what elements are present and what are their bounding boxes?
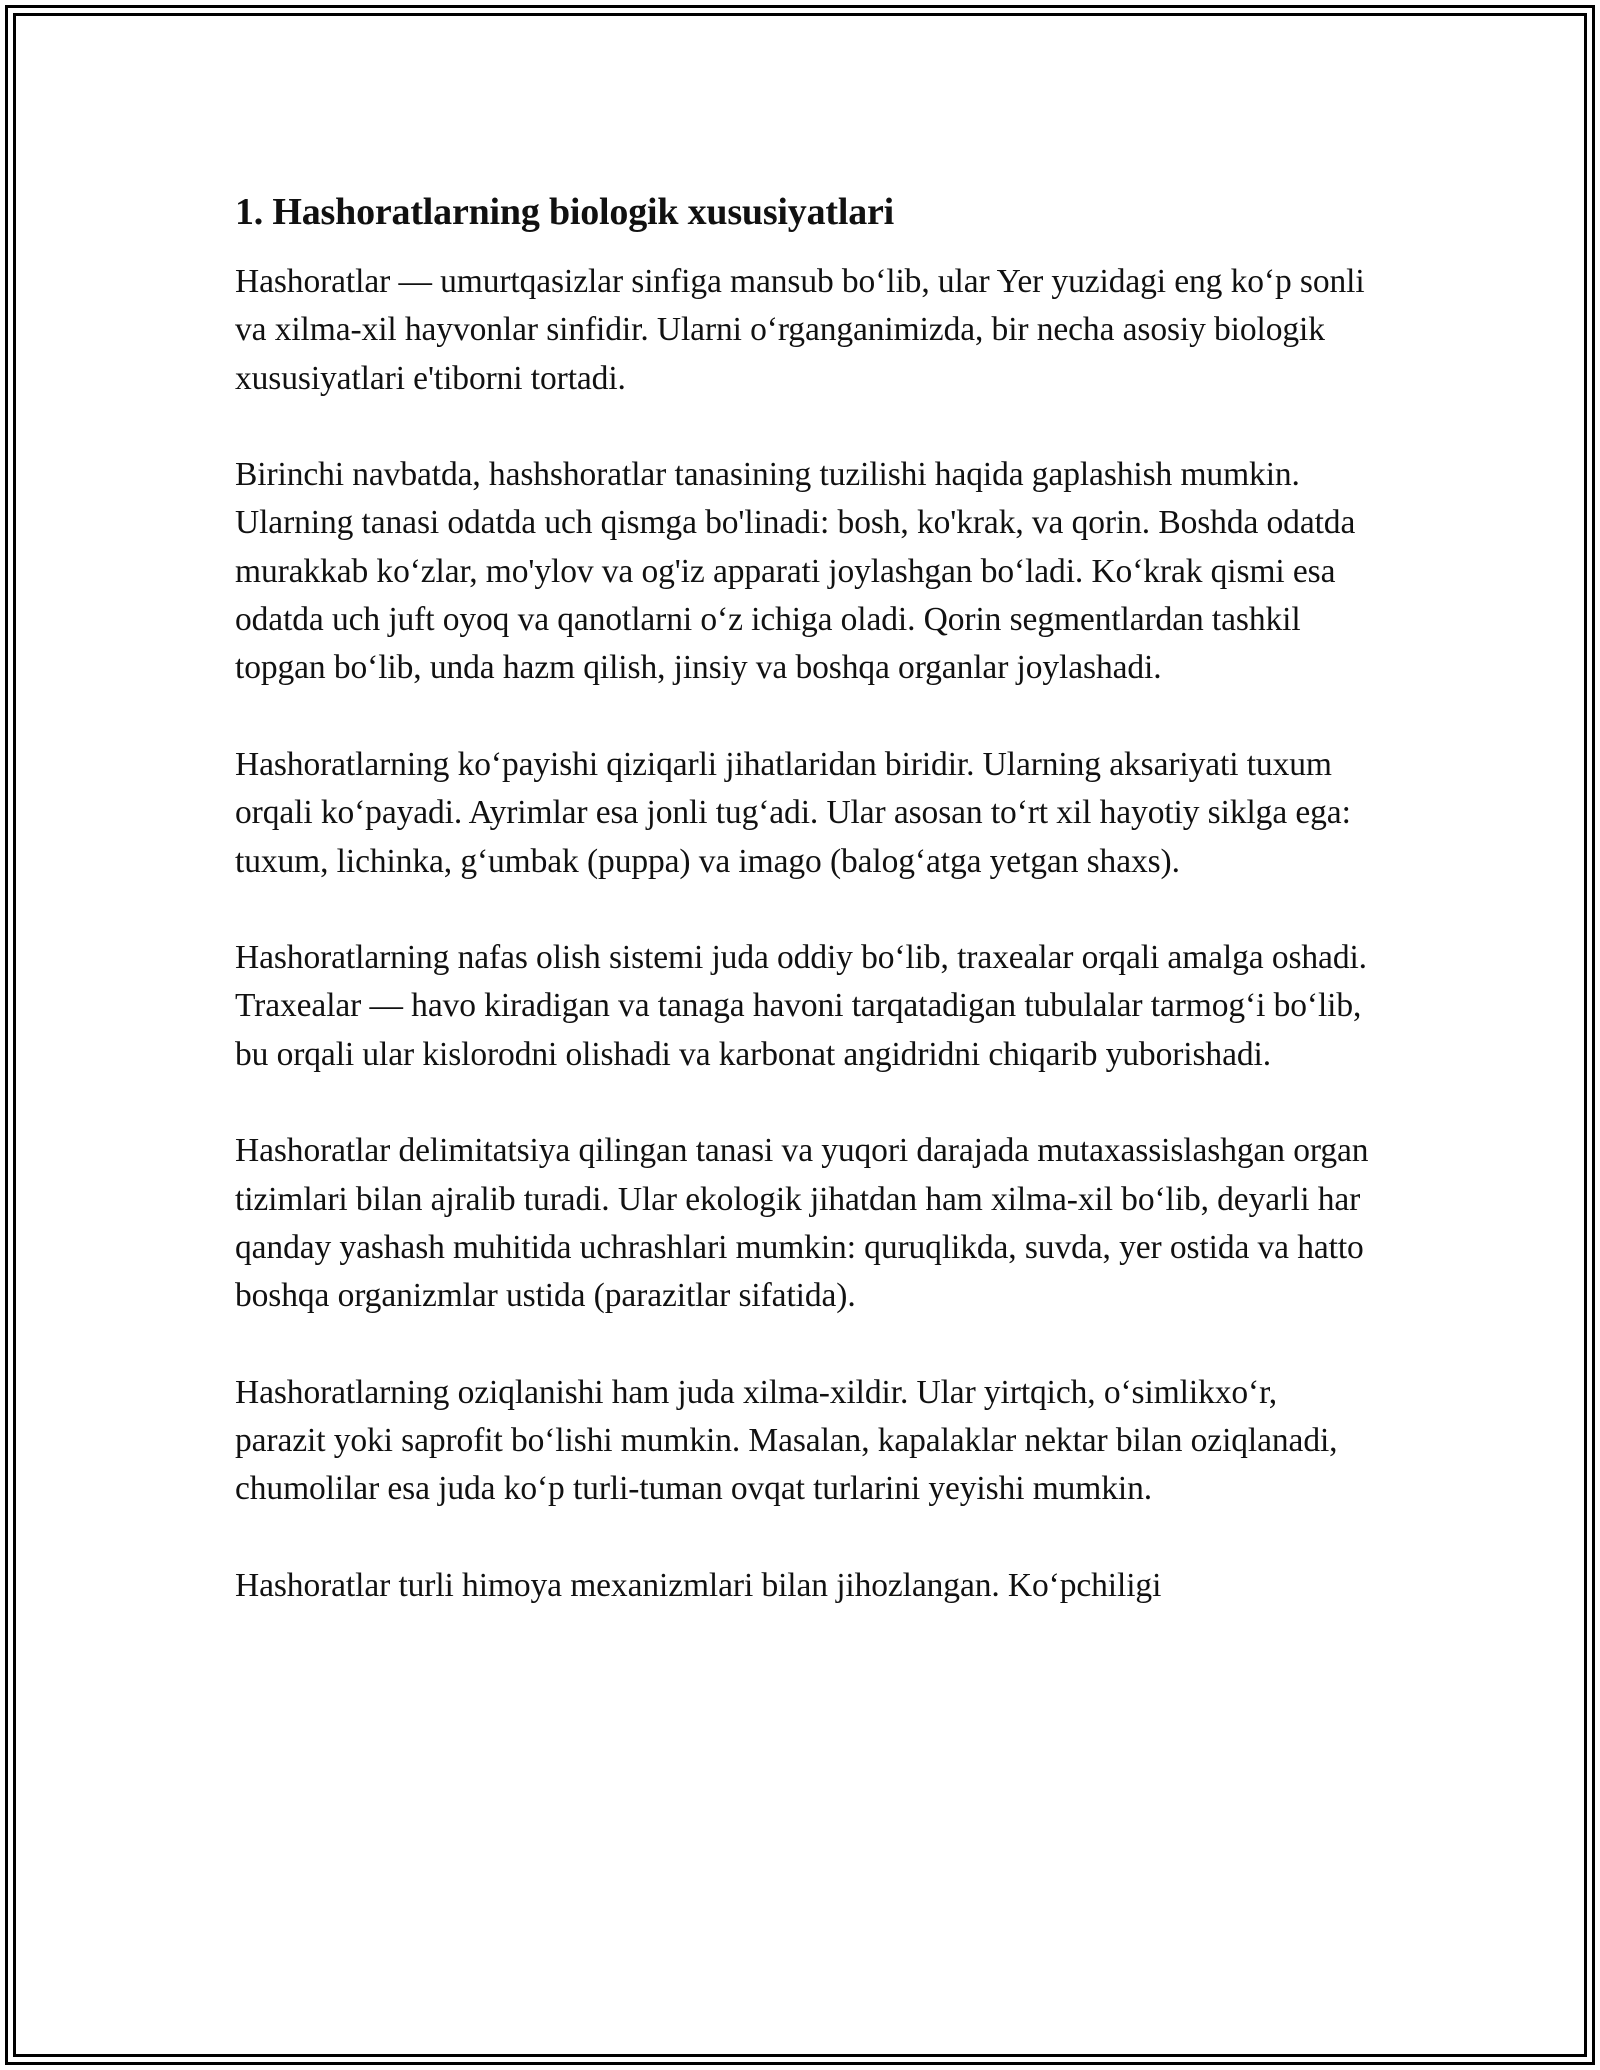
paragraph-respiration: Hashoratlarning nafas olish sistemi juda oddiy bo‘lib, traxealar orqali amalga oshadi. Traxealar — havo kiradigan va tanaga havoni tarqatadigan tubulalar tarmog‘i bo‘lib, bu orqali ular kislorodni olishadi va karbonat angidridni chiqarib yuborishadi. (235, 939, 1367, 1073)
document-body (235, 186, 1375, 1610)
section-heading: 1. Hashoratlarning biologik xususiyatlari (235, 191, 895, 233)
paragraph-body-structure: Birinchi navbatda, hashshoratlar tanasining tuzilishi haqida gaplashish mumkin. Ularning tanasi odatda uch qismga bo'linadi: bosh, ko'krak, va qorin. Boshda odatda murakkab ko‘zlar, mo'ylov va og'iz apparati joylashgan bo‘ladi. Ko‘krak qismi esa odatda uch juft oyoq va qanotlarni o‘z ichiga oladi. Qorin segmentlardan tashkil topgan bo‘lib, unda hazm qilish, jinsiy va boshqa organlar joylashadi. (235, 456, 1356, 687)
paragraph-intro: Hashoratlar — umurtqasizlar sinfiga mansub bo‘lib, ular Yer yuzidagi eng ko‘p sonli va xilma-xil hayvonlar sinfidir. Ularni o‘rganganimizda, bir necha asosiy biologik xususiyatlari e'tiborni tortadi. (235, 263, 1365, 397)
paragraph-nutrition: Hashoratlarning oziqlanishi ham juda xilma-xildir. Ular yirtqich, o‘simlikxo‘r, parazit yoki saprofit bo‘lishi mumkin. Masalan, kapalaklar nektar bilan oziqlanadi, chumolilar esa juda ko‘p turli-tuman ovqat turlarini yeyishi mumkin. (235, 1373, 1338, 1508)
paragraph-defense: Hashoratlar turli himoya mexanizmlari bilan jihozlangan. Ko‘pchiligi (235, 1567, 1162, 1605)
paragraph-reproduction: Hashoratlarning ko‘payishi qiziqarli jihatlaridan biridir. Ularning aksariyati tuxum orqali ko‘payadi. Ayrimlar esa jonli tug‘adi. Ular asosan to‘rt xil hayotiy siklga ega: tuxum, lichinka, g‘umbak (puppa) va imago (balog‘atga yetgan shaxs). (235, 745, 1351, 880)
paragraph-organ-systems: Hashoratlar delimitatsiya qilingan tanasi va yuqori darajada mutaxassislashgan organ tizimlari bilan ajralib turadi. Ular ekologik jihatdan ham xilma-xil bo‘lib, deyarli har qanday yashash muhitida uchrashlari mumkin: quruqlikda, suvda, yer ostida va hatto boshqa organizmlar ustida (parazitlar sifatida). (235, 1132, 1369, 1315)
